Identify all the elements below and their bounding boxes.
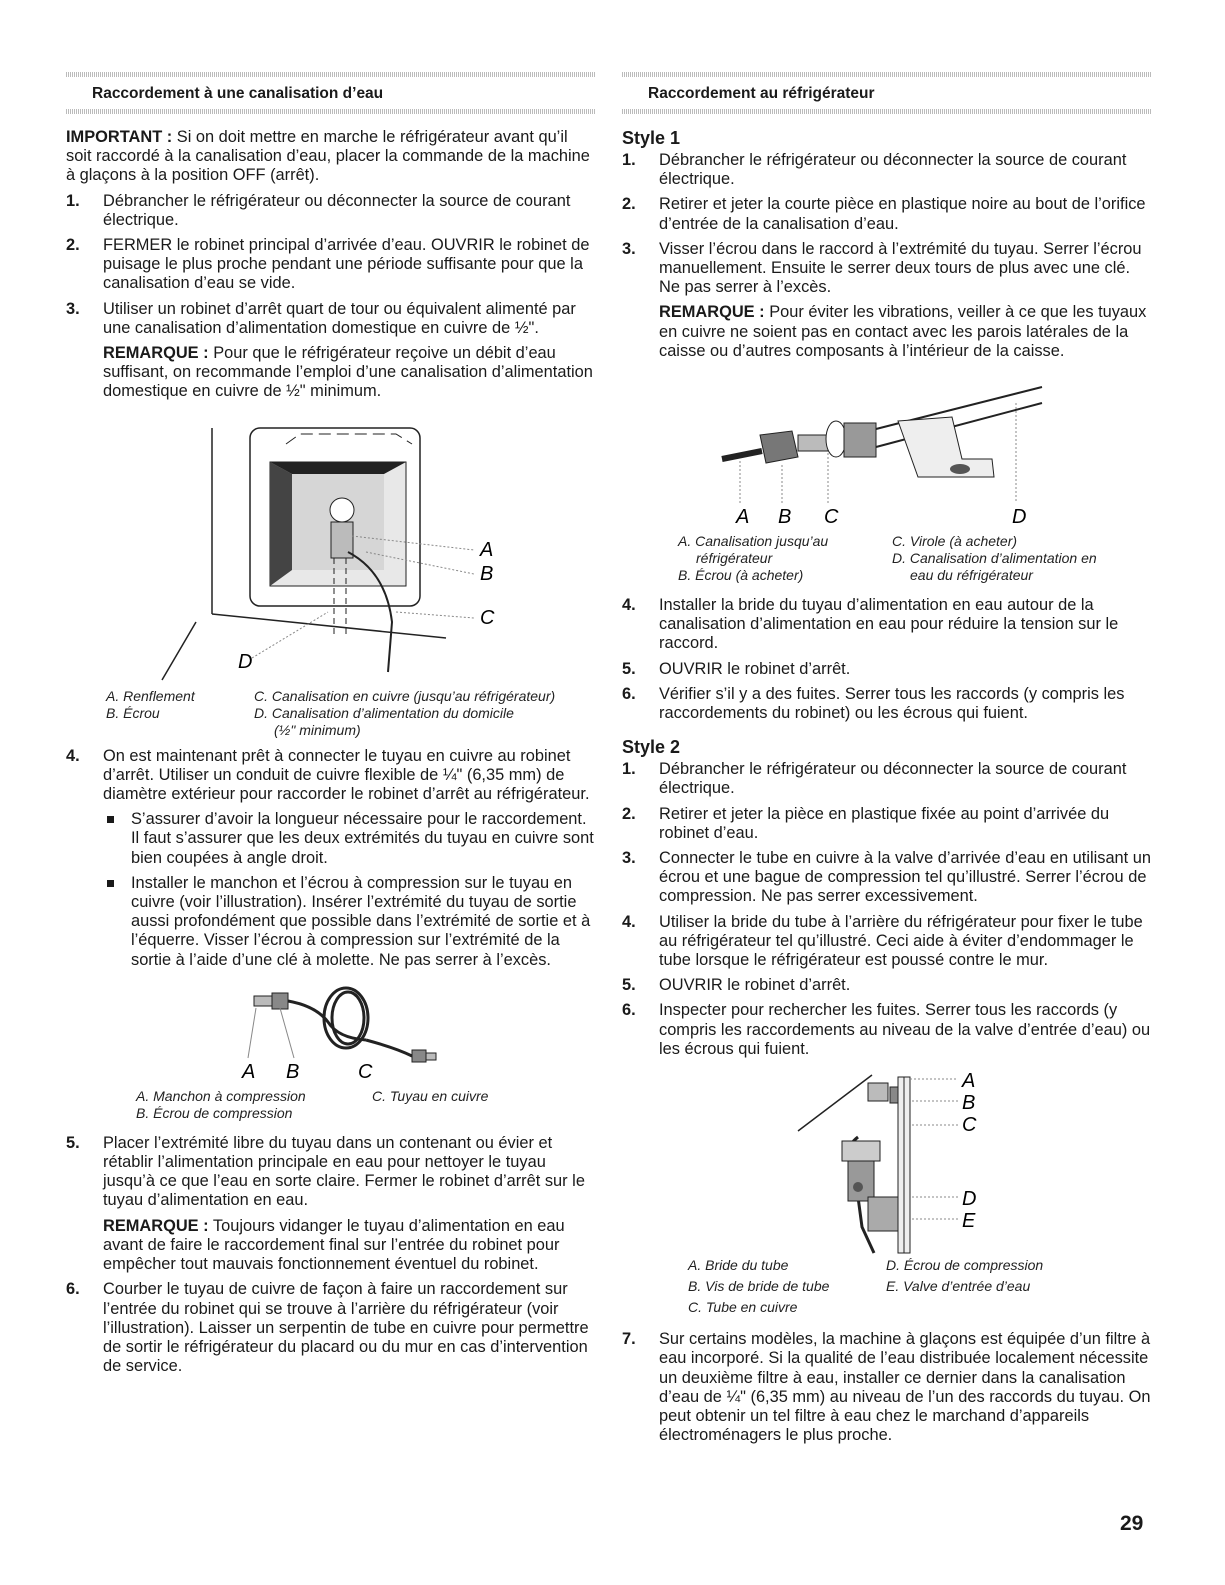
steps-list — [66, 747, 596, 970]
left-column — [66, 72, 596, 1376]
steps-list — [622, 1330, 1152, 1445]
note-paragraph — [103, 1217, 596, 1275]
caption-item: B. Écrou (à acheter) — [678, 567, 804, 584]
section-title: Raccordement à une canalisation d’eau — [92, 85, 384, 102]
steps-list — [66, 1134, 596, 1376]
page-number: 29 — [1120, 1512, 1144, 1535]
figure-caption — [136, 1088, 596, 1122]
step-number: 1. — [622, 151, 636, 169]
list-item — [66, 300, 596, 402]
label-a: A — [242, 1060, 256, 1083]
label-b: B — [962, 1092, 976, 1115]
step-number: 7. — [622, 1330, 636, 1349]
list-item — [622, 195, 1152, 233]
figure-caption — [106, 688, 596, 739]
list-item — [622, 913, 1152, 971]
step-text: OUVRIR le robinet d’arrêt. — [659, 659, 851, 678]
step-number: 5. — [622, 976, 636, 995]
caption-item: eau du réfrigérateur — [910, 567, 1033, 584]
caption-item: C. Virole (à acheter) — [892, 533, 1018, 550]
step-text: Visser l’écrou dans le raccord à l’extrémité du tuyau. Serrer l’écrou manuellement. Ensuite le serrer deux tours de plus avec une clé. Ne pas serrer à l’excès. — [659, 239, 1142, 297]
list-item — [66, 192, 596, 230]
step-text: Vérifier s’il y a des fuites. Serrer tous les raccords (y compris les raccordements du robinet) ou les écrous qui fuient. — [659, 684, 1125, 723]
step-text: Connecter le tube en cuivre à la valve d’arrivée d’eau en utilisant un écrou et une bague de compression tel qu’illustré. Serrer l’écrou de compression. Ne pas serrer excessivement. — [659, 849, 1152, 906]
note-text: Pour que le réfrigérateur reçoive un débit d’eau suffisant, on recommande l’emploi d’une canalisation d’alimentation domestique en cuivre de ½" minimum. — [103, 344, 593, 401]
note-text: Pour éviter les vibrations, veiller à ce que les tuyaux en cuivre ne soient pas en contact avec les parois latérales de la caisse ou d’autres composants à l’intérieur de la caisse. — [659, 303, 1147, 360]
label-b: B — [778, 506, 792, 526]
list-item — [622, 976, 1152, 995]
inlet-valve-illustration — [622, 1067, 1152, 1257]
step-text: FERMER le robinet principal d’arrivée d’eau. OUVRIR le robinet de puisage le plus proche pendant une période suffisante pour que la canalisation d’eau se vide. — [103, 236, 590, 293]
step-text: OUVRIR le robinet d’arrêt. — [659, 976, 851, 995]
steps-list — [66, 192, 596, 402]
bullet-list — [103, 810, 596, 970]
step-number: 3. — [622, 239, 636, 258]
step-number: 5. — [66, 1133, 80, 1152]
section-title: Raccordement au réfrigérateur — [648, 85, 875, 102]
note-text: Toujours vidanger le tuyau d’alimentation en eau avant de faire le raccordement final sur l’entrée du robinet pour empêcher tout mauvais fonctionnement éventuel du robinet. — [103, 1216, 565, 1274]
label-e: E — [962, 1210, 976, 1233]
figure-copper-tube — [66, 978, 596, 1086]
caption-item: E. Valve d’entrée d’eau — [886, 1278, 1031, 1295]
note-label: REMARQUE : — [659, 303, 765, 322]
step-number: 6. — [622, 1001, 636, 1020]
style-heading: Style 1 — [622, 128, 681, 148]
fitting-illustration — [622, 373, 1152, 525]
step-number: 6. — [622, 684, 636, 703]
label-c: C — [358, 1060, 373, 1083]
step-text: Installer la bride du tuyau d’alimentation en eau autour de la canalisation d’alimentation en eau pour réduire la tension sur le raccord. — [659, 596, 1119, 653]
step-text: Retirer et jeter la courte pièce en plastique noire au bout de l’orifice d’entrée de la canalisation d’eau. — [659, 195, 1146, 233]
step-text: On est maintenant prêt à connecter le tuyau en cuivre au robinet d’arrêt. Utiliser un conduit de cuivre flexible de ¼" (6,35 mm) de diamètre extérieur pour raccorder le robinet d’arrêt au réfrigérateur. — [103, 746, 590, 804]
label-b: B — [480, 562, 494, 585]
steps-list — [622, 151, 1152, 361]
list-item — [622, 240, 1152, 361]
section-rule — [622, 109, 1152, 114]
figure-valve-box — [66, 422, 596, 682]
important-label: IMPORTANT : — [66, 128, 173, 146]
list-item — [622, 151, 1152, 189]
caption-item: A. Manchon à compression — [136, 1087, 306, 1104]
note-paragraph — [659, 303, 1152, 361]
label-c: C — [824, 506, 839, 526]
label-d: D — [1012, 506, 1027, 526]
valve-box-illustration — [66, 422, 596, 682]
step-number: 3. — [622, 849, 636, 868]
step-text: Utiliser un robinet d’arrêt quart de tour ou équivalent alimenté par une canalisation d’alimentation domestique en cuivre de ½". — [103, 299, 576, 337]
figure-caption — [678, 533, 1152, 584]
figure-caption — [688, 1257, 1152, 1316]
step-text: Placer l’extrémité libre du tuyau dans un contenant ou évier et rétablir l’alimentation principale en eau pour nettoyer le tuyau jusqu’à ce que l’eau en sorte claire. Fermer le robinet d’arrêt sur le tuyau d’alimentation en eau. — [103, 1133, 585, 1210]
step-text: Inspecter pour rechercher les fuites. Serrer tous les raccords (y compris les raccordements au niveau de la valve d’entrée d’eau) ou les écrous qui fuient. — [659, 1001, 1151, 1058]
step-number: 3. — [66, 299, 80, 318]
note-label: REMARQUE : — [103, 1216, 209, 1235]
step-number: 6. — [66, 1280, 80, 1299]
label-c: C — [480, 606, 495, 629]
list-item — [622, 596, 1152, 654]
bullet-item: Installer le manchon et l’écrou à compression sur le tuyau en cuivre (voir l’illustration). Insérer l’extrémité du tuyau de sortie aussi profondément que possible dans l’extrémité de sortie et à l’équerre. Visser l’écrou à compression sur l’extrémité de la sortie à l’aide d’une clé à molette. Ne pas serrer à l’excès. — [103, 874, 596, 970]
caption-item: A. Canalisation jusqu’au — [678, 533, 829, 550]
step-number: 2. — [622, 195, 636, 214]
figure-fitting — [622, 373, 1152, 525]
step-number: 2. — [66, 236, 80, 255]
step-text: Retirer et jeter la pièce en plastique fixée au point d’arrivée du robinet d’eau. — [659, 804, 1110, 842]
step-number: 1. — [622, 760, 636, 779]
caption-item: D. Canalisation d’alimentation en — [892, 550, 1097, 567]
step-text: Débrancher le réfrigérateur ou déconnecter la source de courant électrique. — [103, 191, 571, 229]
caption-item: C. Tuyau en cuivre — [372, 1087, 489, 1104]
caption-item: D. Écrou de compression — [886, 1257, 1044, 1274]
list-item — [622, 1001, 1152, 1059]
step-number: 4. — [622, 596, 636, 615]
step-number: 1. — [66, 191, 80, 210]
list-item — [622, 660, 1152, 679]
steps-list — [622, 760, 1152, 1059]
caption-item: C. Canalisation en cuivre (jusqu’au réfrigérateur) — [254, 687, 556, 704]
list-item — [66, 1134, 596, 1274]
step-text: Courber le tuyau de cuivre de façon à faire un raccordement sur l’entrée du robinet qui se trouve à l’arrière du réfrigérateur (voir l’illustration). Laisser un serpentin de tube en cuivre pour permettre de sortir le réfrigérateur du placard ou du mur en cas d’intervention de service. — [103, 1280, 589, 1376]
step-text: Utiliser la bride du tube à l’arrière du réfrigérateur pour fixer le tube au réfrigérateur tel qu’illustré. Ceci aide à éviter d’endommager le tube lorsque le réfrigérateur est poussé contre le mur. — [659, 912, 1143, 970]
label-a: A — [736, 506, 750, 526]
caption-item: C. Tube en cuivre — [688, 1299, 798, 1316]
note-paragraph — [103, 344, 596, 402]
caption-item: B. Écrou — [106, 704, 160, 721]
list-item — [622, 805, 1152, 843]
step-number: 2. — [622, 804, 636, 823]
list-item — [622, 849, 1152, 907]
list-item — [66, 236, 596, 294]
list-item — [66, 747, 596, 970]
caption-item: A. Bride du tube — [688, 1257, 789, 1274]
label-a: A — [480, 538, 494, 561]
label-a: A — [962, 1070, 976, 1093]
caption-item: B. Écrou de compression — [136, 1104, 293, 1121]
label-d: D — [962, 1188, 977, 1211]
note-label: REMARQUE : — [103, 344, 209, 363]
list-item — [622, 1330, 1152, 1445]
list-item — [622, 685, 1152, 723]
style-heading: Style 2 — [622, 737, 681, 758]
important-text: Si on doit mettre en marche le réfrigérateur avant qu’il soit raccordé à la canalisation d’eau, placer la commande de la machine à glaçons à la position OFF (arrêt). — [66, 128, 590, 185]
right-column — [622, 72, 1152, 1445]
important-paragraph — [66, 128, 596, 186]
list-item — [622, 760, 1152, 798]
caption-item: A. Renflement — [106, 687, 195, 704]
section-rule — [66, 109, 596, 114]
caption-item: réfrigérateur — [696, 550, 773, 567]
step-number: 5. — [622, 659, 636, 678]
step-number: 4. — [622, 912, 636, 931]
caption-item: (½" minimum) — [274, 721, 361, 738]
list-item — [66, 1280, 596, 1376]
step-text: Sur certains modèles, la machine à glaçons est équipée d’un filtre à eau incorporé. Si la qualité de l’eau distribuée localement nécessite un deuxième filtre à eau, installer ce dernier dans la canalisation d’eau de ¼" (6,35 mm) au niveau de l’un des raccords du tuyau. On peut obtenir un tel filtre à eau chez le marchand d’appareils électroménagers le plus proche. — [659, 1330, 1151, 1445]
step-text: Débrancher le réfrigérateur ou déconnecter la source de courant électrique. — [659, 760, 1127, 798]
caption-item: D. Canalisation d’alimentation du domicile — [254, 704, 514, 721]
label-c: C — [962, 1114, 977, 1137]
figure-inlet-valve — [622, 1067, 1152, 1257]
step-number: 4. — [66, 746, 80, 765]
label-b: B — [286, 1060, 300, 1083]
label-d: D — [238, 650, 253, 673]
copper-tube-illustration — [66, 978, 596, 1086]
caption-item: B. Vis de bride de tube — [688, 1278, 830, 1295]
steps-list — [622, 596, 1152, 723]
step-text: Débrancher le réfrigérateur ou déconnecter la source de courant électrique. — [659, 151, 1127, 189]
bullet-item: S’assurer d’avoir la longueur nécessaire pour le raccordement. Il faut s’assurer que les deux extrémités du tuyau en cuivre sont bien coupées à angle droit. — [103, 810, 596, 868]
